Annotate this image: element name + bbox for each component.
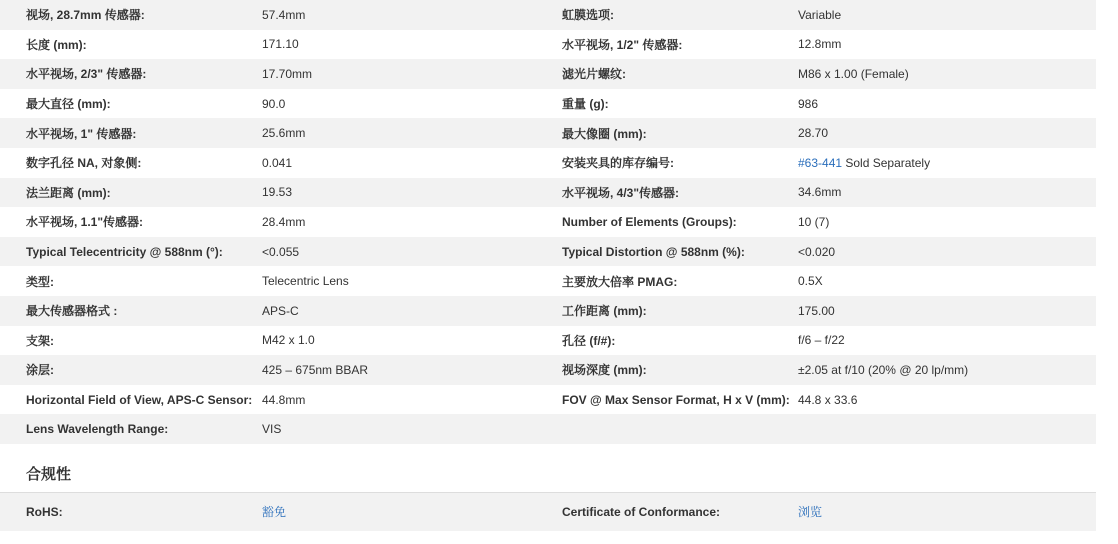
spec-value: 986 [798,96,819,111]
spec-label: 最大直径 (mm): [26,97,111,112]
spec-value: APS-C [262,303,299,318]
spec-label: 水平视场, 1.1"传感器: [26,215,144,230]
spec-label: 重量 (g): [562,97,609,112]
spec-label: Typical Telecentricity @ 588nm (°): [26,244,223,259]
spec-value: 17.70mm [262,66,313,81]
spec-value: <0.055 [262,244,300,259]
spec-value: 10 (7) [798,214,830,229]
compliance-heading: 合规性 [26,465,72,483]
spec-value: ±2.05 at f/10 (20% @ 20 lp/mm) [798,362,969,377]
spec-value: 44.8 x 33.6 [798,392,858,407]
spec-value [798,156,1072,170]
spec-label: 法兰距离 (mm): [26,185,111,200]
spec-label: Horizontal Field of View, APS-C Sensor: [26,392,253,407]
table-row [0,148,1096,178]
table-row [0,118,1096,148]
spec-value: f/6 – f/22 [798,333,845,348]
table-row [0,0,1096,30]
spec-label: 主要放大倍率 PMAG: [562,274,678,289]
spec-value: 425 – 675nm BBAR [262,362,369,377]
spec-label: Lens Wavelength Range: [26,422,169,437]
table-row [0,266,1096,296]
spec-label: 长度 (mm): [26,37,87,52]
spec-label: 安装夹具的库存编号: [562,156,674,171]
spec-value: 90.0 [262,96,286,111]
compliance-label: Certificate of Conformance: [562,504,721,519]
spec-value: 12.8mm [798,37,842,52]
table-row [0,59,1096,89]
table-row [0,414,1096,444]
spec-label: 视场, 28.7mm 传感器: [26,8,145,23]
spec-label: 数字孔径 NA, 对象侧: [26,156,142,171]
compliance-label: RoHS: [26,504,63,519]
spec-value: 25.6mm [262,126,306,141]
spec-value: 0.041 [262,155,293,170]
table-row [0,492,1096,531]
spec-label: Typical Distortion @ 588nm (%): [562,244,745,259]
spec-value: M86 x 1.00 (Female) [798,66,909,81]
spec-value-suffix: Sold Separately [842,155,931,170]
table-row [0,237,1096,267]
spec-value: 28.4mm [262,214,306,229]
spec-label: 最大像圈 (mm): [562,126,647,141]
spec-value: VIS [262,422,282,437]
table-row [0,326,1096,356]
conformance-link[interactable]: 浏览 [798,505,823,520]
spec-label: Number of Elements (Groups): [562,214,737,229]
table-row [0,355,1096,385]
spec-value: 175.00 [798,303,835,318]
spec-value: M42 x 1.0 [262,333,315,348]
spec-value: Variable [798,7,842,22]
table-row [0,30,1096,60]
spec-value: 0.5X [798,274,823,289]
spec-value: 57.4mm [262,7,306,22]
spec-value: 19.53 [262,185,293,200]
compliance-value [262,503,536,520]
spec-label: 水平视场, 1" 传感器: [26,126,137,141]
spec-label: 支架: [26,333,54,348]
spec-label: FOV @ Max Sensor Format, H x V (mm): [562,392,790,407]
spec-value: <0.020 [798,244,836,259]
table-row [0,89,1096,119]
spec-label: 涂层: [26,363,54,378]
compliance-value [798,503,1072,520]
spec-label: 类型: [26,274,54,289]
spec-label: 水平视场, 2/3" 传感器: [26,67,147,82]
table-row [0,207,1096,237]
spec-value: 44.8mm [262,392,306,407]
rohs-link[interactable]: 豁免 [262,505,287,520]
spec-label: 最大传感器格式 : [26,304,118,319]
table-row [0,385,1096,415]
stock-number-link[interactable]: #63-441 [798,155,843,170]
spec-label: 滤光片螺纹: [562,67,626,82]
spec-value: Telecentric Lens [262,274,349,289]
spec-label: 孔径 (f/#): [562,333,616,348]
spec-value: 28.70 [798,126,829,141]
spec-value: 34.6mm [798,185,842,200]
table-row [0,178,1096,208]
spec-label: 水平视场, 1/2" 传感器: [562,37,683,52]
spec-label: 水平视场, 4/3"传感器: [562,185,680,200]
spec-label: 视场深度 (mm): [562,363,647,378]
spec-value: 171.10 [262,37,299,52]
spec-label: 工作距离 (mm): [562,304,647,319]
table-row [0,296,1096,326]
spec-label: 虹膜选项: [562,8,614,23]
